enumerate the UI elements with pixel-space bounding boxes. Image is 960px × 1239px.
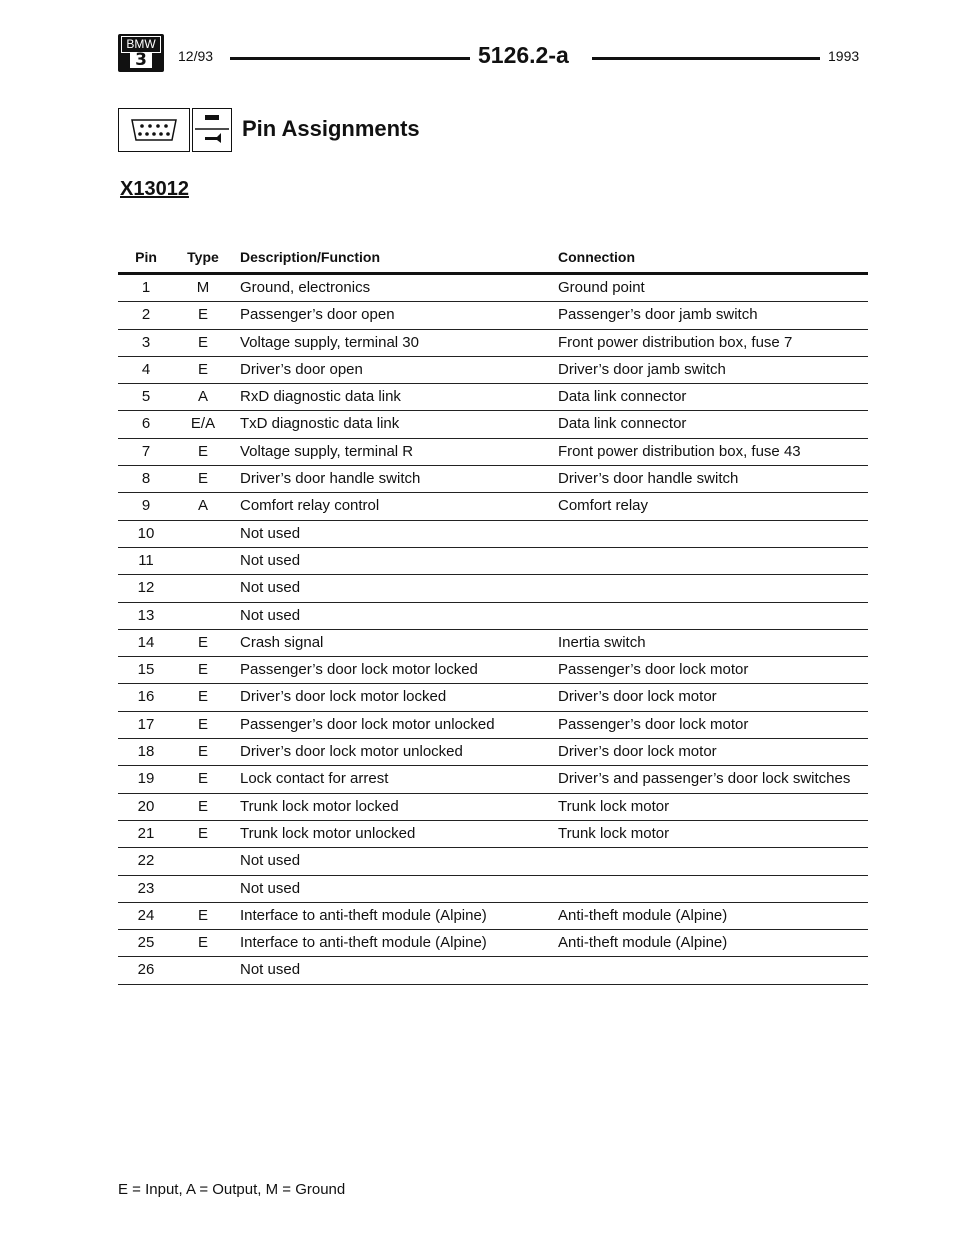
connection-cell: Driver’s and passenger’s door lock switches bbox=[558, 770, 851, 788]
type-cell: E bbox=[197, 633, 208, 651]
pin-cell: 20 bbox=[137, 797, 155, 815]
description-cell: Not used bbox=[240, 551, 301, 569]
document-number: 5126.2-a bbox=[478, 42, 569, 68]
type-cell: E bbox=[197, 306, 208, 324]
connection-cell: Ground point bbox=[558, 279, 645, 296]
type-cell: A bbox=[197, 497, 208, 515]
description-cell: TxD diagnostic data link bbox=[240, 415, 400, 433]
table-row bbox=[118, 275, 868, 302]
description-cell: Not used bbox=[240, 524, 301, 542]
type-cell: E bbox=[197, 797, 208, 815]
bmw-3-series-logo bbox=[118, 34, 164, 72]
pin-cell: 8 bbox=[141, 470, 151, 488]
pin-cell: 17 bbox=[137, 715, 155, 733]
header-year: 1993 bbox=[828, 48, 860, 64]
pin-cell: 3 bbox=[141, 333, 151, 351]
type-cell: E bbox=[197, 442, 208, 460]
table-row bbox=[118, 575, 868, 602]
type-cell: A bbox=[197, 388, 208, 406]
table-row bbox=[118, 357, 868, 384]
table-row bbox=[118, 384, 868, 411]
description-cell: Not used bbox=[240, 606, 301, 624]
type-cell: E/A bbox=[190, 415, 216, 433]
table-row bbox=[118, 957, 868, 984]
description-cell: Comfort relay control bbox=[240, 497, 380, 515]
table-row bbox=[118, 794, 868, 821]
connection-cell: Driver’s door lock motor bbox=[558, 743, 717, 761]
type-cell: E bbox=[197, 906, 208, 924]
description-cell: Driver’s door lock motor locked bbox=[240, 688, 447, 706]
table-row bbox=[118, 630, 868, 657]
connection-cell: Anti-theft module (Alpine) bbox=[558, 906, 728, 924]
table-row bbox=[118, 411, 868, 438]
description-cell: Trunk lock motor unlocked bbox=[240, 824, 416, 842]
type-cell: E bbox=[197, 770, 208, 788]
connection-cell: Comfort relay bbox=[558, 497, 649, 515]
connection-cell: Driver’s door jamb switch bbox=[558, 360, 726, 378]
description-cell: Passenger’s door lock motor unlocked bbox=[240, 715, 495, 733]
connector-id: X13012 bbox=[120, 178, 189, 200]
description-cell: Not used bbox=[240, 852, 301, 870]
description-cell: Not used bbox=[240, 961, 301, 979]
table-body bbox=[118, 275, 868, 985]
connection-cell: Trunk lock motor bbox=[558, 824, 670, 842]
table-row bbox=[118, 766, 868, 793]
pin-cell: 4 bbox=[141, 360, 151, 378]
table-row bbox=[118, 330, 868, 357]
column-header-pin: Pin bbox=[135, 249, 157, 265]
pin-cell: 12 bbox=[137, 579, 155, 597]
description-cell: Not used bbox=[240, 579, 301, 597]
description-cell: Voltage supply, terminal 30 bbox=[240, 333, 419, 351]
badge-series: 3 bbox=[130, 52, 152, 68]
pin-cell: 15 bbox=[137, 661, 155, 679]
pin-assignment-table bbox=[118, 245, 868, 985]
table-header bbox=[118, 245, 868, 275]
column-header-type: Type bbox=[187, 249, 219, 265]
description-cell: Trunk lock motor locked bbox=[240, 797, 399, 815]
connection-cell: Passenger’s door lock motor bbox=[558, 661, 749, 679]
column-header-description: Description/Function bbox=[240, 249, 380, 265]
type-cell: E bbox=[197, 824, 208, 842]
description-cell: Passenger’s door open bbox=[240, 306, 395, 324]
description-cell: Not used bbox=[240, 879, 301, 897]
pin-terminal-icon bbox=[192, 108, 232, 152]
page-header bbox=[118, 34, 868, 74]
pin-cell: 9 bbox=[141, 497, 151, 515]
pin-cell: 6 bbox=[141, 415, 151, 433]
connection-cell: Anti-theft module (Alpine) bbox=[558, 934, 728, 952]
connection-cell: Passenger’s door jamb switch bbox=[558, 306, 758, 324]
type-legend: E = Input, A = Output, M = Ground bbox=[118, 1181, 346, 1198]
table-row bbox=[118, 521, 868, 548]
connection-cell: Data link connector bbox=[558, 415, 687, 433]
connection-cell: Front power distribution box, fuse 7 bbox=[558, 333, 793, 351]
pin-cell: 26 bbox=[137, 961, 155, 979]
description-cell: Driver’s door lock motor unlocked bbox=[240, 743, 463, 761]
pin-cell: 2 bbox=[141, 306, 151, 324]
pin-cell: 21 bbox=[137, 824, 155, 842]
type-cell: E bbox=[197, 715, 208, 733]
table-row bbox=[118, 466, 868, 493]
description-cell: Driver’s door handle switch bbox=[240, 470, 421, 488]
type-cell: E bbox=[197, 743, 208, 761]
description-cell: Crash signal bbox=[240, 633, 324, 651]
table-row bbox=[118, 930, 868, 957]
pin-cell: 11 bbox=[138, 551, 154, 569]
connection-cell: Data link connector bbox=[558, 388, 687, 406]
connection-cell: Trunk lock motor bbox=[558, 797, 670, 815]
description-cell: Voltage supply, terminal R bbox=[240, 442, 414, 460]
description-cell: Lock contact for arrest bbox=[240, 770, 389, 788]
connector-icon bbox=[118, 108, 190, 152]
table-row bbox=[118, 712, 868, 739]
header-date: 12/93 bbox=[178, 48, 214, 64]
type-cell: E bbox=[197, 360, 208, 378]
table-row bbox=[118, 903, 868, 930]
pin-cell: 18 bbox=[137, 743, 155, 761]
pin-cell: 24 bbox=[137, 906, 155, 924]
description-cell: Ground, electronics bbox=[240, 279, 371, 296]
table-row bbox=[118, 848, 868, 875]
type-cell: E bbox=[197, 470, 208, 488]
table-row bbox=[118, 739, 868, 766]
type-cell: E bbox=[197, 333, 208, 351]
connection-cell: Inertia switch bbox=[558, 633, 646, 651]
pin-cell: 13 bbox=[137, 606, 155, 624]
type-cell: E bbox=[197, 661, 208, 679]
pin-cell: 14 bbox=[137, 633, 155, 651]
column-header-connection: Connection bbox=[558, 249, 635, 265]
connection-cell: Driver’s door handle switch bbox=[558, 470, 739, 488]
header-rule-left bbox=[230, 57, 470, 60]
description-cell: Passenger’s door lock motor locked bbox=[240, 661, 478, 679]
header-rule-right bbox=[592, 57, 820, 60]
table-row bbox=[118, 302, 868, 329]
connection-cell: Driver’s door lock motor bbox=[558, 688, 717, 706]
pin-cell: 1 bbox=[141, 279, 151, 296]
table-row bbox=[118, 439, 868, 466]
description-cell: Interface to anti-theft module (Alpine) bbox=[240, 934, 487, 952]
connection-cell: Front power distribution box, fuse 43 bbox=[558, 442, 801, 460]
description-cell: Driver’s door open bbox=[240, 360, 363, 378]
table-row bbox=[118, 684, 868, 711]
table-row bbox=[118, 493, 868, 520]
badge-brand: BMW bbox=[121, 36, 161, 53]
table-row bbox=[118, 821, 868, 848]
pin-cell: 5 bbox=[141, 388, 151, 406]
pin-cell: 16 bbox=[137, 688, 155, 706]
table-row bbox=[118, 876, 868, 903]
pin-cell: 25 bbox=[137, 934, 155, 952]
pin-cell: 10 bbox=[137, 524, 155, 542]
description-cell: RxD diagnostic data link bbox=[240, 388, 401, 406]
pin-cell: 7 bbox=[141, 442, 151, 460]
pin-cell: 23 bbox=[137, 879, 155, 897]
connection-cell: Passenger’s door lock motor bbox=[558, 715, 749, 733]
pin-cell: 22 bbox=[137, 852, 155, 870]
section-title-row bbox=[118, 108, 718, 154]
page-title: Pin Assignments bbox=[242, 116, 420, 141]
type-cell: E bbox=[197, 688, 208, 706]
table-row bbox=[118, 548, 868, 575]
table-row bbox=[118, 603, 868, 630]
pin-cell: 19 bbox=[137, 770, 155, 788]
table-row bbox=[118, 657, 868, 684]
type-cell: M bbox=[196, 279, 210, 296]
description-cell: Interface to anti-theft module (Alpine) bbox=[240, 906, 487, 924]
type-cell: E bbox=[197, 934, 208, 952]
